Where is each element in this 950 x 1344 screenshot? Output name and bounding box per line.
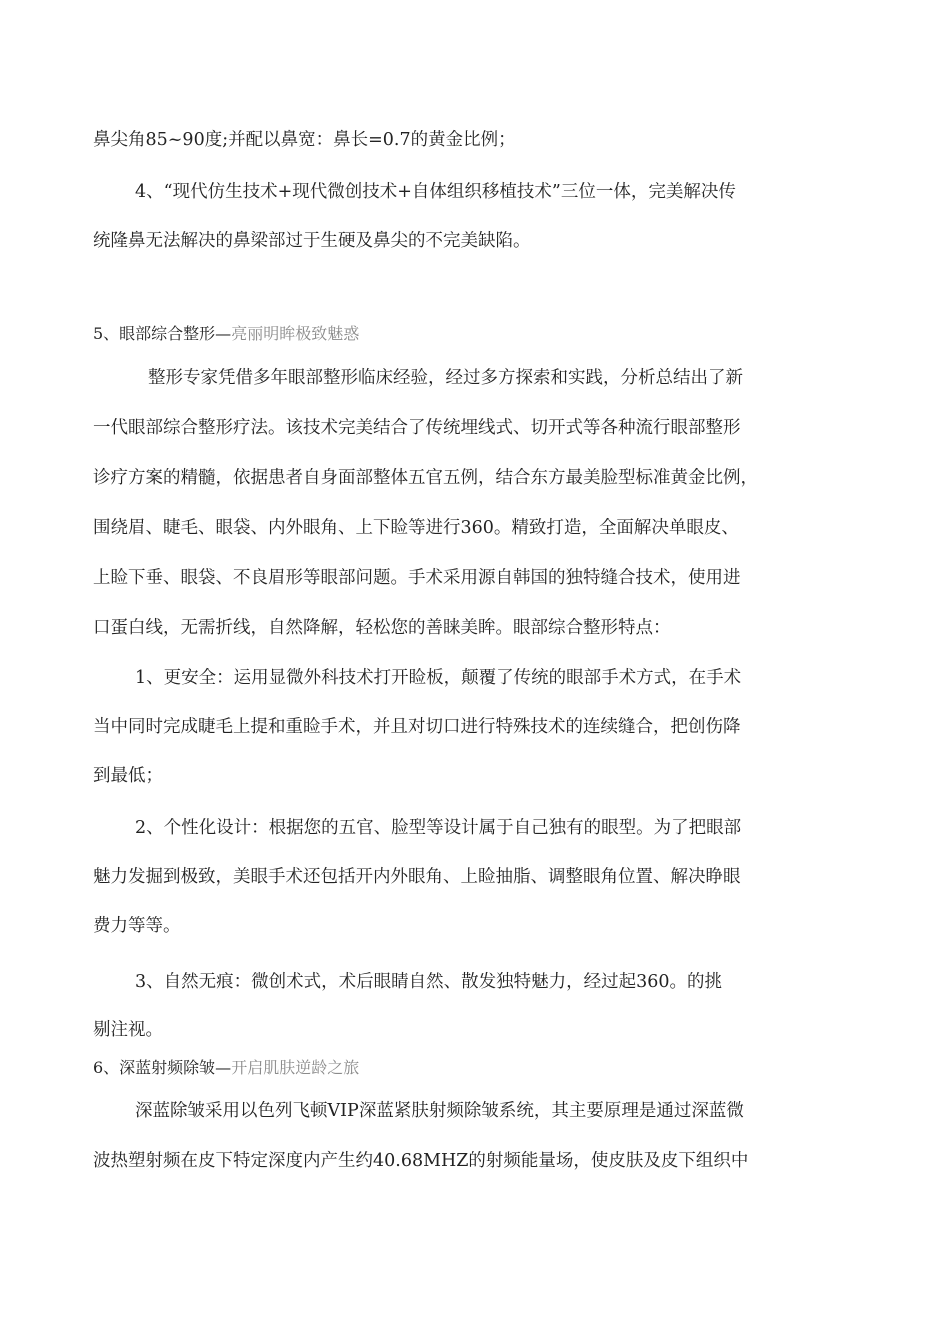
- text-line: 4、“现代仿生技术+现代微创技术+自体组织移植技术”三位一体，完美解决传: [135, 182, 736, 202]
- text-line: 到最低；: [93, 766, 163, 786]
- text-line: 2、个性化设计：根据您的五官、脸型等设计属于自己独有的眼型。为了把眼部: [135, 818, 742, 838]
- text-line: 诊疗方案的精髓，依据患者自身面部整体五官五例，结合东方最美脸型标准黄金比例，: [93, 468, 758, 488]
- section-heading-5: [93, 323, 359, 345]
- text-line: 上睑下垂、眼袋、不良眉形等眼部问题。手术采用源自韩国的独特缝合技术，使用进: [93, 568, 741, 588]
- text-line: 统隆鼻无法解决的鼻梁部过于生硬及鼻尖的不完美缺陷。: [93, 231, 531, 251]
- heading-subtitle: 开启肌肤逆龄之旅: [231, 1058, 360, 1077]
- text-line: 魅力发掘到极致，美眼手术还包括开内外眼角、上睑抽脂、调整眼角位置、解决睁眼: [93, 867, 741, 887]
- section-heading-6: [93, 1057, 359, 1079]
- text-line: 费力等等。: [93, 916, 181, 936]
- text-line: 一代眼部综合整形疗法。该技术完美结合了传统埋线式、切开式等各种流行眼部整形: [93, 418, 741, 438]
- text-line: 波热塑射频在皮下特定深度内产生约40.68MHZ的射频能量场，使皮肤及皮下组织中: [93, 1151, 749, 1171]
- text-line: 当中同时完成睫毛上提和重睑手术，并且对切口进行特殊技术的连续缝合，把创伤降: [93, 717, 741, 737]
- text-line: 口蛋白线，无需折线，自然降解，轻松您的善睐美眸。眼部综合整形特点：: [93, 618, 671, 638]
- text-line: 整形专家凭借多年眼部整形临床经验，经过多方探索和实践，分析总结出了新: [148, 368, 743, 388]
- text-line: 鼻尖角85~90度;并配以鼻宽：鼻长=0.7的黄金比例；: [93, 130, 516, 150]
- text-line: 3、自然无痕：微创术式，术后眼睛自然、散发独特魅力，经过起360。的挑: [135, 972, 723, 992]
- text-line: 1、更安全：运用显微外科技术打开睑板，颠覆了传统的眼部手术方式，在手术: [135, 668, 742, 688]
- text-line: 围绕眉、睫毛、眼袋、内外眼角、上下睑等进行360。精致打造，全面解决单眼皮、: [93, 518, 739, 538]
- heading-main: 5、眼部综合整形—: [93, 324, 232, 343]
- heading-subtitle: 亮丽明眸极致魅惑: [231, 324, 360, 343]
- text-line: 深蓝除皱采用以色列飞顿VIP深蓝紧肤射频除皱系统，其主要原理是通过深蓝微: [135, 1101, 744, 1121]
- heading-main: 6、深蓝射频除皱—: [93, 1058, 232, 1077]
- text-line: 剔注视。: [93, 1020, 163, 1040]
